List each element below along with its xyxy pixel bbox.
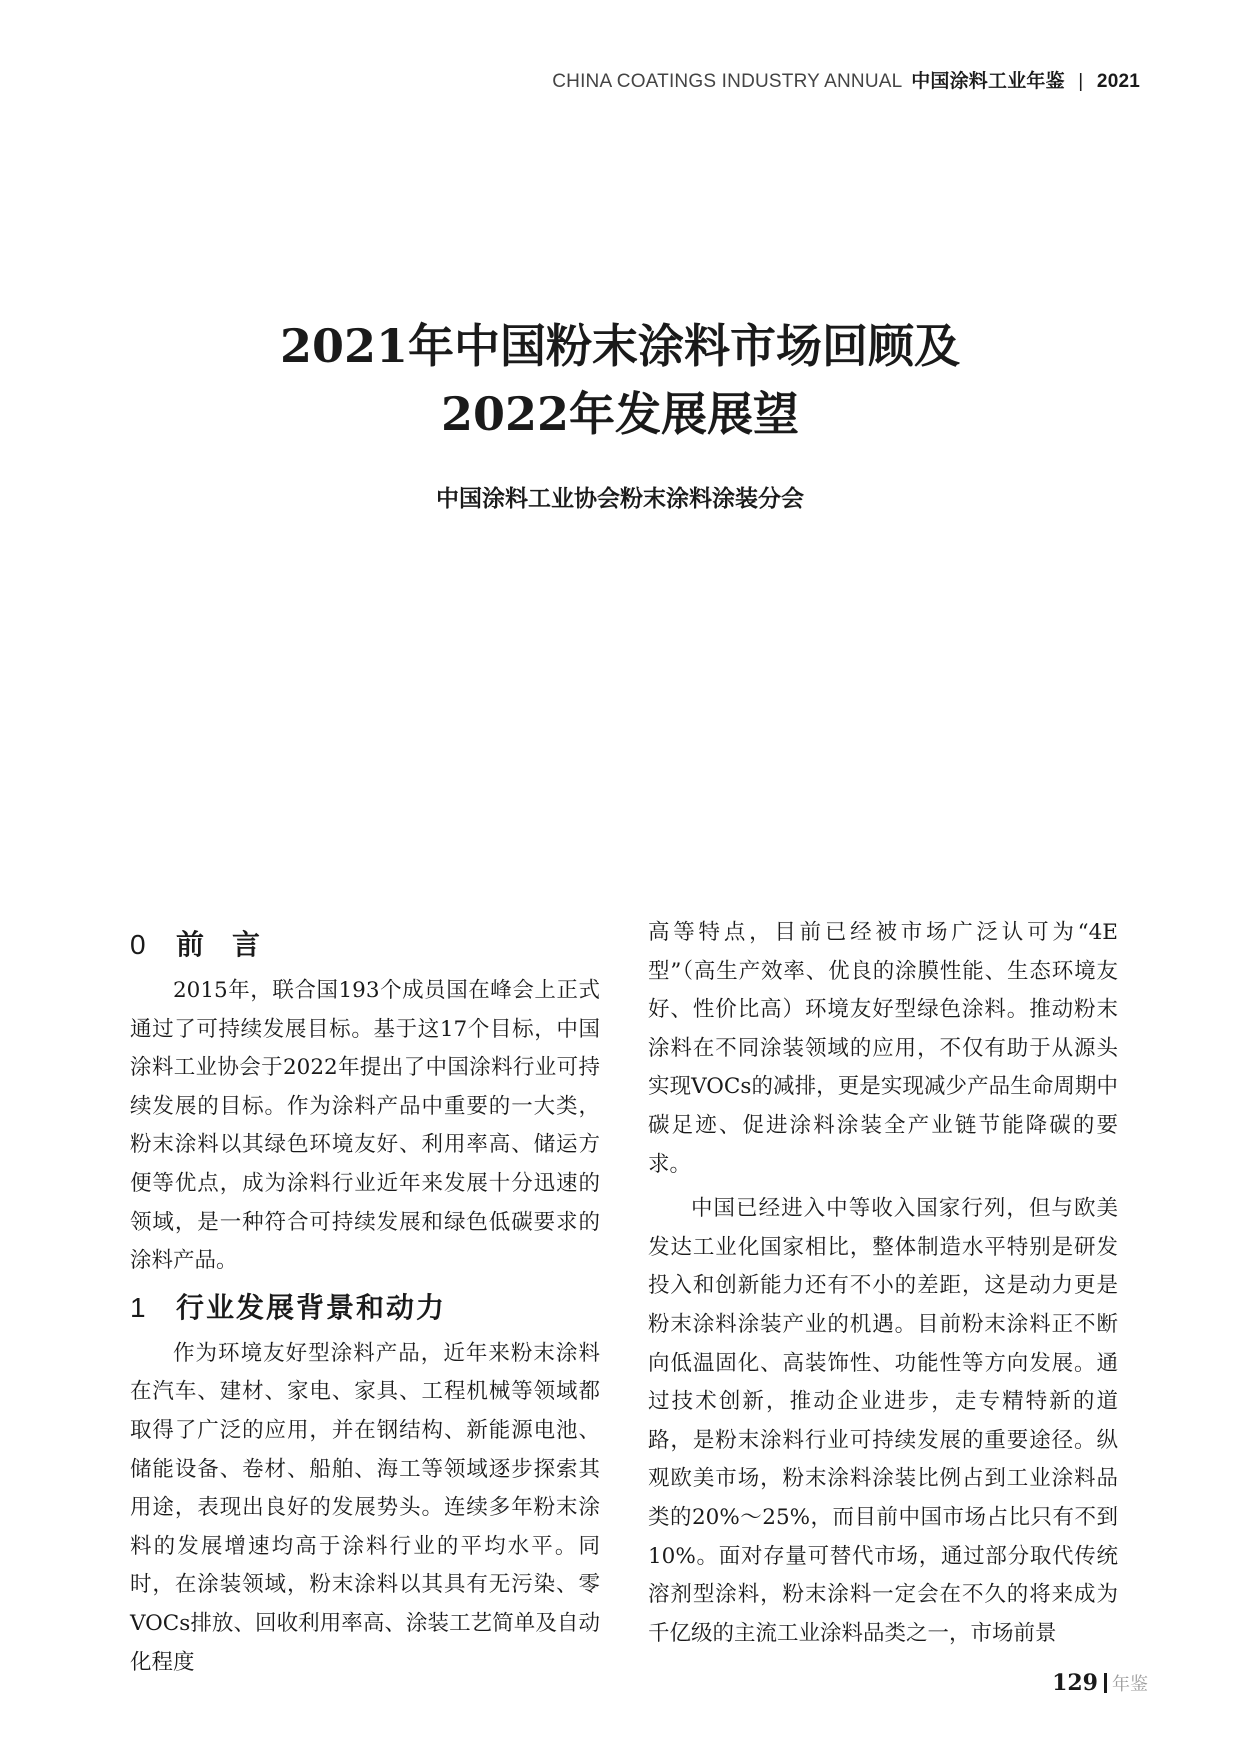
header-separator: | — [1078, 71, 1084, 92]
header-english-title: CHINA COATINGS INDUSTRY ANNUAL — [552, 71, 902, 92]
right-column — [648, 914, 1118, 1653]
article-title — [0, 312, 1240, 448]
header-year: 2021 — [1096, 71, 1140, 92]
left-column — [130, 920, 600, 1682]
right-column-paragraph-2: 中国已经进入中等收入国家行列，但与欧美发达工业化国家相比，整体制造水平特别是研发投入和创新能力还有不小的差距，这是动力更是粉末涂料涂装产业的机遇。目前粉末涂料正不断向低温固化、高装饰性、功能性等方向发展。通过技术创新，推动企业进步，走专精特新的道路，是粉末涂料行业可持续发展的重要途径。纵观欧美市场，粉末涂料涂装比例占到工业涂料品类的20%～25%，而目前中国市场占比只有不到10%。面对存量可替代市场，通过部分取代传统溶剂型涂料，粉末涂料一定会在不久的将来成为千亿级的主流工业涂料品类之一，市场前景 — [648, 1196, 1118, 1646]
running-header — [552, 66, 1140, 93]
page-footer — [1052, 1670, 1148, 1696]
section-number: 1 — [130, 1291, 146, 1323]
section-title: 前言 — [176, 929, 289, 960]
section-title: 行业发展背景和动力 — [176, 1291, 447, 1323]
section-1-paragraph-1: 作为环境友好型涂料产品，近年来粉末涂料在汽车、建材、家电、家具、工程机械等领域都取得了广泛的应用，并在钢结构、新能源电池、储能设备、卷材、船舶、海工等领域逐步探索其用途，表现出良好的发展势头。连续多年粉末涂料的发展增速均高于涂料行业的平均水平。同时，在涂装领域，粉末涂料以其具有无污染、零VOCs排放、回收利用率高、涂装工艺简单及自动化程度 — [130, 1340, 600, 1675]
article-author: 中国涂料工业协会粉末涂料涂装分会 — [436, 485, 804, 511]
article-title-line-1: 2021年中国粉末涂料市场回顾及 — [279, 319, 961, 373]
section-heading-1 — [130, 1285, 600, 1331]
header-chinese-title: 中国涂料工业年鉴 — [911, 71, 1065, 92]
section-0-paragraph-1: 2015年，联合国193个成员国在峰会上正式通过了可持续发展目标。基于这17个目标，中国涂料工业协会于2022年提出了中国涂料行业可持续发展的目标。作为涂料产品中重要的一大类，粉末涂料以其绿色环境友好、利用率高、储运方便等优点，成为涂料行业近年来发展十分迅速的领域，是一种符合可持续发展和绿色低碳要求的涂料产品。 — [130, 978, 600, 1274]
footer-label: 年鉴 — [1112, 1674, 1148, 1695]
page-number: 129 — [1052, 1670, 1098, 1696]
article-title-line-2: 2022年发展展望 — [440, 387, 800, 441]
section-heading-0 — [130, 922, 600, 968]
section-number: 0 — [130, 929, 146, 960]
right-column-continuation: 高等特点，目前已经被市场广泛认可为“4E型”（高生产效率、优良的涂膜性能、生态环境友好、性价比高）环境友好型绿色涂料。推动粉末涂料在不同涂装领域的应用，不仅有助于从源头实现VOCs的减排，更是实现减少产品生命周期中碳足迹、促进涂料涂装全产业链节能降碳的要求。 — [648, 920, 1118, 1177]
footer-divider — [1104, 1673, 1107, 1693]
